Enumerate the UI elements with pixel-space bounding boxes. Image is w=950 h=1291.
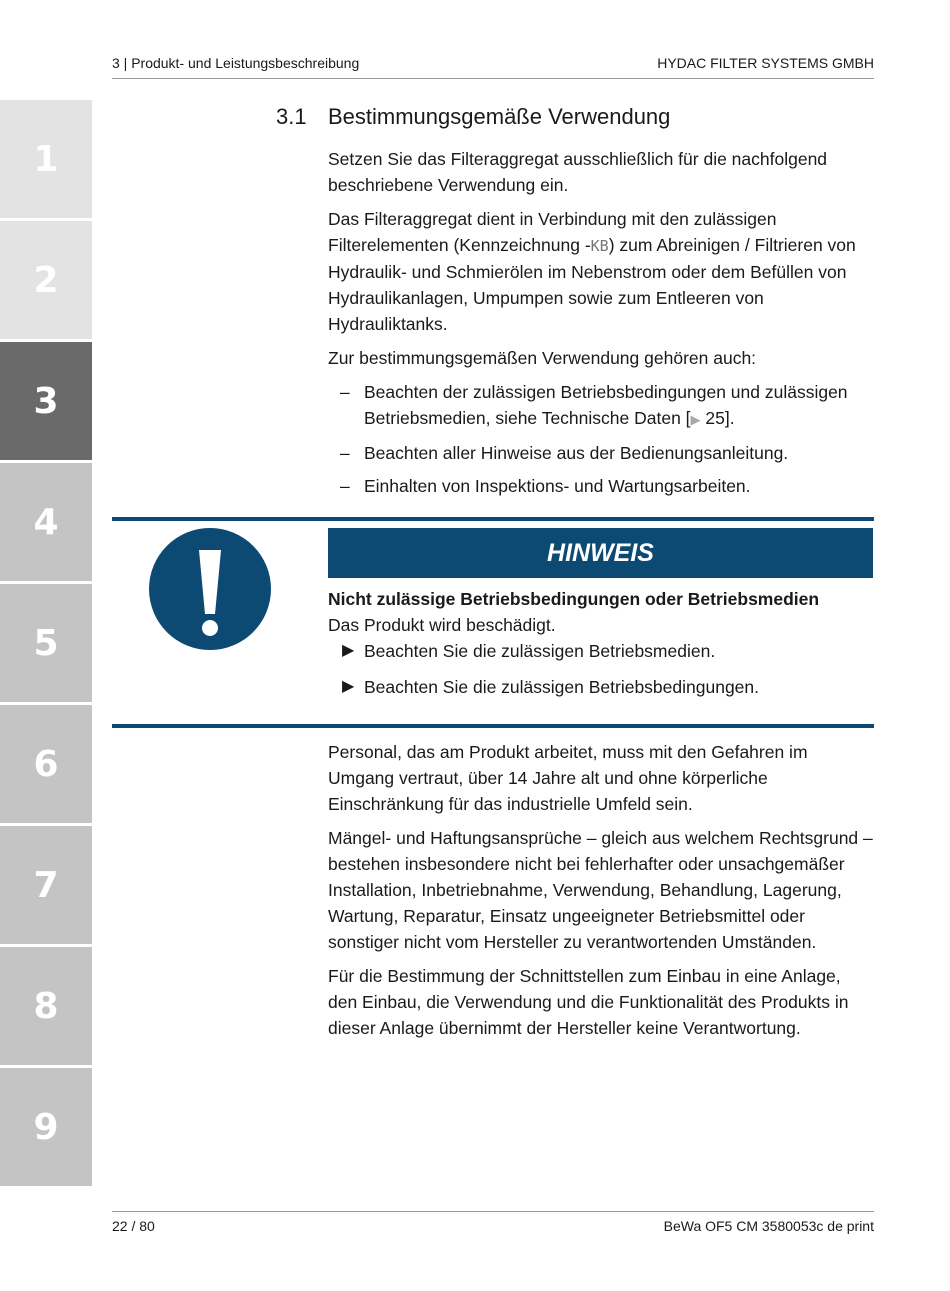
- action-item: ▶ Beachten Sie die zulässigen Betriebsmedien.: [328, 638, 873, 664]
- notice-text: Das Produkt wird beschädigt.: [328, 615, 556, 635]
- chapter-tab-8[interactable]: 8: [0, 947, 92, 1065]
- chapter-tabs: [0, 100, 92, 1189]
- section-number: 3.1: [276, 104, 307, 129]
- notice-actions: [328, 638, 873, 700]
- conditions-block: [328, 739, 873, 1049]
- notice-bottom-rule: [112, 724, 874, 728]
- notice-banner: HINWEIS: [328, 528, 873, 578]
- paragraph: Zur bestimmungsgemäßen Verwendung gehören auch:: [328, 348, 757, 368]
- header-chapter: 3 | Produkt- und Leistungsbeschreibung: [112, 55, 360, 71]
- play-arrow-icon: ▶: [342, 642, 355, 659]
- action-item: ▶ Beachten Sie die zulässigen Betriebsbedingungen.: [328, 674, 873, 700]
- notice-top-rule: [112, 517, 874, 521]
- chapter-tab-9[interactable]: 9: [0, 1068, 92, 1186]
- exclamation-icon: [149, 528, 271, 650]
- list-item: – Beachten der zulässigen Betriebsbedingungen und zulässigen Betriebsmedien, siehe Technische Daten [▶ 25].: [340, 382, 848, 428]
- chapter-tab-5[interactable]: 5: [0, 584, 92, 702]
- list-item: – Einhalten von Inspektions- und Wartungsarbeiten.: [340, 476, 751, 496]
- page-header: [112, 52, 874, 79]
- section-heading: Bestimmungsgemäße Verwendung: [328, 104, 671, 129]
- notice-subtitle: Nicht zulässige Betriebsbedingungen oder Betriebsmedien: [328, 589, 820, 609]
- page-number: 22 / 80: [112, 1218, 155, 1234]
- chapter-tab-7[interactable]: 7: [0, 826, 92, 944]
- chapter-tab-2[interactable]: 2: [0, 221, 92, 339]
- paragraph: Mängel- und Haftungsansprüche – gleich aus welchem Rechtsgrund – bestehen insbesondere nicht bei fehlerhafter oder unsachgemäßer Installation, Inbetriebnahme, Verwendung, Behandlung, Lagerung, Wartung, Reparatur, Einsatz ungeeigneter Betriebsmittel oder sonstiger nicht vom Hersteller zu verantwortenden Umständen.: [328, 828, 873, 952]
- section-title: [276, 104, 670, 130]
- code-kb: KB: [590, 237, 609, 255]
- page-ref-icon: ▶: [690, 412, 701, 427]
- paragraph: Das Filteraggregat dient in Verbindung mit den zulässigen Filterelementen (Kennzeichnung -KB) zum Abreinigen / Filtrieren von Hydraulik- und Schmierölen im Nebenstrom oder dem Befüllen von Hydraulikanlagen, Umpumpen sowie zum Entleeren von Hydrauliktanks.: [328, 209, 856, 334]
- paragraph: Für die Bestimmung der Schnittstellen zum Einbau in eine Anlage, den Einbau, die Verwendung und die Funktionalität des Produkts in dieser Anlage übernimmt der Hersteller keine Verantwortung.: [328, 966, 849, 1038]
- intro-block: [328, 146, 873, 506]
- list-item: – Beachten aller Hinweise aus der Bedienungsanleitung.: [340, 443, 789, 463]
- header-company: HYDAC FILTER SYSTEMS GMBH: [657, 55, 874, 71]
- chapter-tab-3[interactable]: 3: [0, 342, 92, 460]
- chapter-tab-6[interactable]: 6: [0, 705, 92, 823]
- chapter-tab-1[interactable]: 1: [0, 100, 92, 218]
- page-ref-link[interactable]: 25: [705, 408, 725, 428]
- paragraph: Setzen Sie das Filteraggregat ausschließlich für die nachfolgend beschriebene Verwendung ein.: [328, 149, 828, 195]
- usage-list: [328, 379, 873, 499]
- page-footer: [112, 1211, 874, 1234]
- chapter-tab-4[interactable]: 4: [0, 463, 92, 581]
- notice-body: [328, 586, 873, 710]
- paragraph: Personal, das am Produkt arbeitet, muss mit den Gefahren im Umgang vertraut, über 14 Jahre alt und ohne körperliche Einschränkung für das industrielle Umfeld sein.: [328, 742, 808, 814]
- play-arrow-icon: ▶: [342, 678, 355, 695]
- document-id: BeWa OF5 CM 3580053c de print: [663, 1218, 874, 1234]
